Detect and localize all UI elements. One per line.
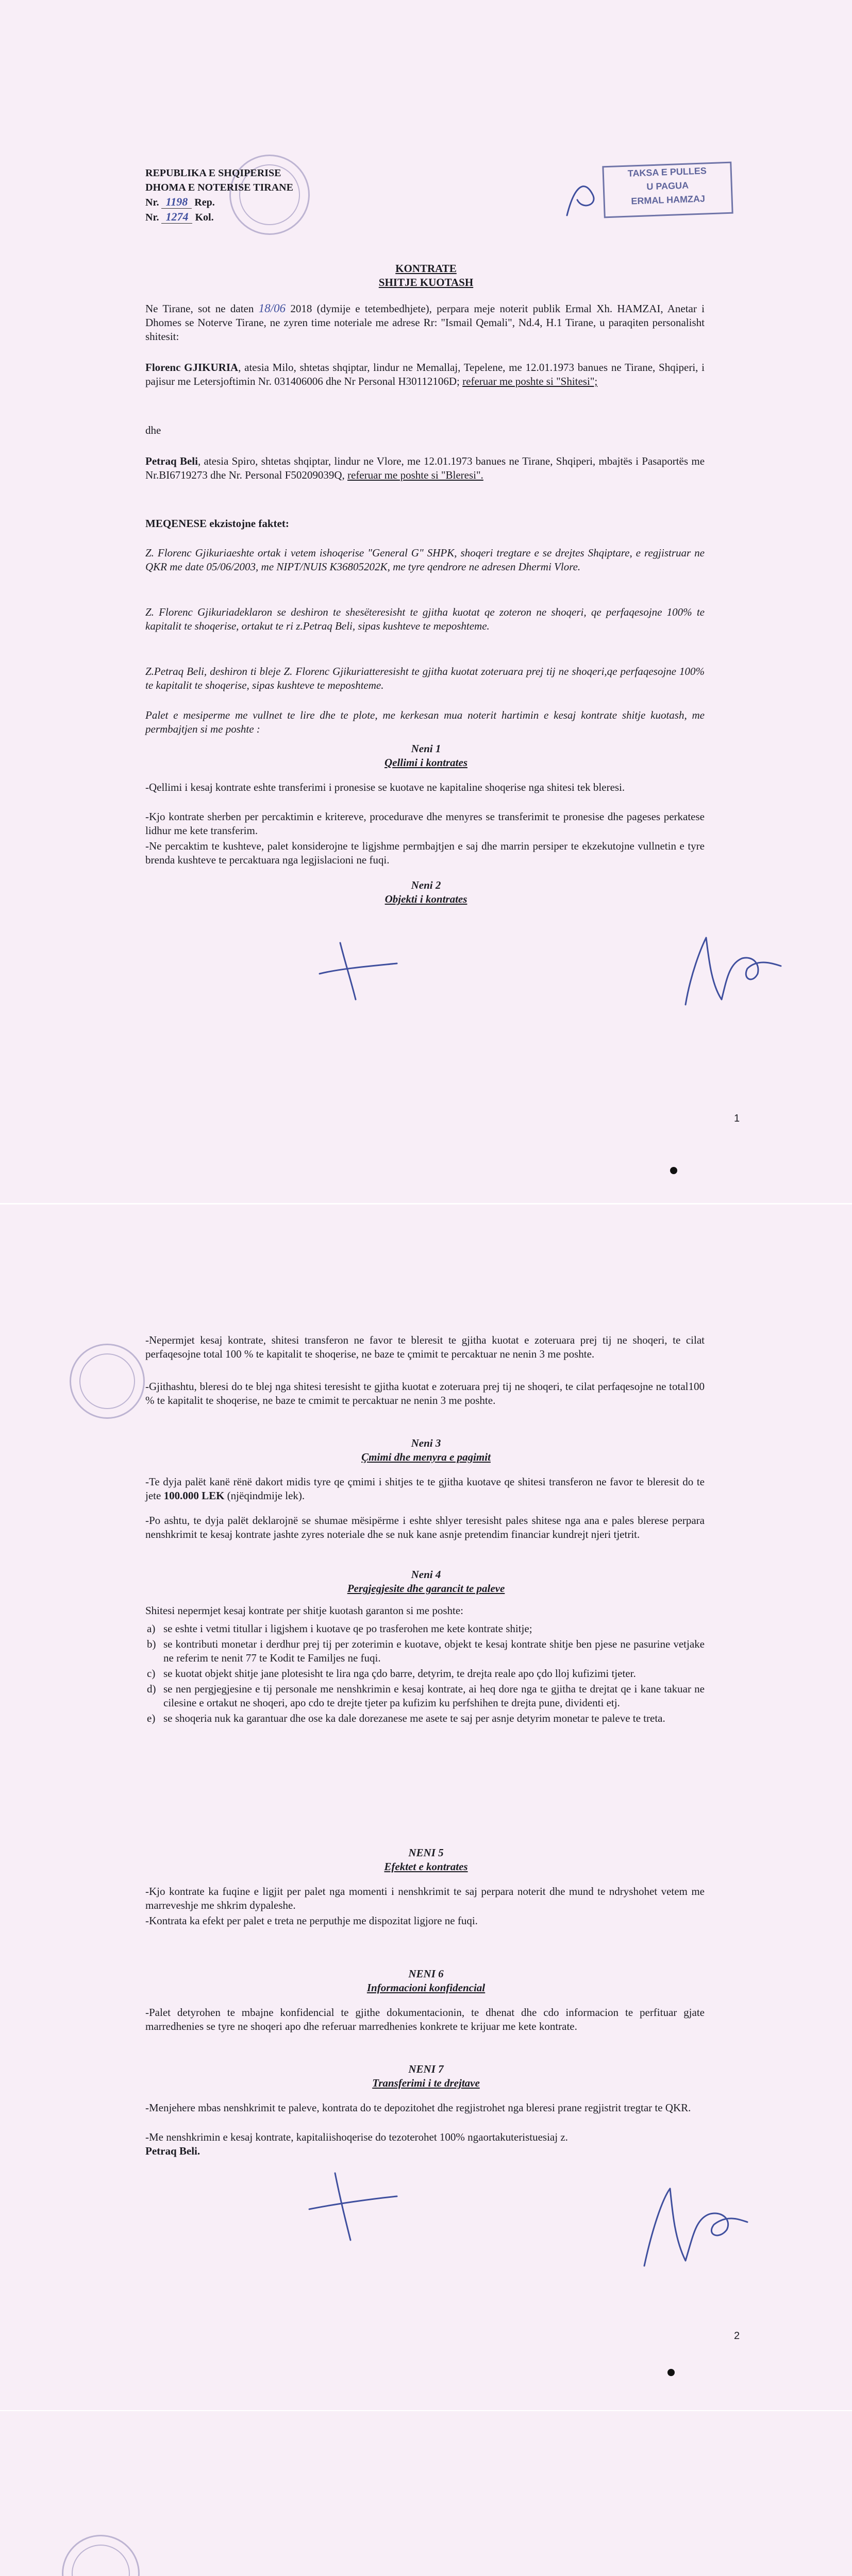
punch-hole-mark	[667, 2369, 675, 2376]
page-number: 1	[734, 1113, 740, 1124]
handwritten-date: 18/06	[258, 302, 286, 315]
neni-5-title: NENI 5	[408, 1846, 444, 1859]
seller-initial-signature	[299, 2168, 407, 2245]
fact-4: Palet e mesiperme me vullnet te lire dhe te plote, me kerkesan mua noterit hartimin e kesaj kontrate shitje kuotash, me permbajtjen si me poshte :	[145, 709, 705, 735]
chamber-title: DHOMA E NOTERISE TIRANE	[145, 182, 293, 193]
buyer-name: Petraq Beli	[145, 455, 198, 467]
neni-6-paragraph-1: -Palet detyrohen te mbajne konfidencial te gjithe dokumentacionin, te dhenat dhe cdo informacion te perfituar gjate marredhenies se tyre ne shoqeri apo dhe referuar marredhenies konkrete te krijuar me kete kontrate.	[145, 2006, 705, 2032]
and-word: dhe	[145, 424, 161, 436]
list-item: d) se nen pergjegjesine e tij personale me nenshkrimin e kesaj kontrate, ai heq dore nga te gjitha te drejtat qe i kane takuar ne cilesine e ortakut ne shoqeri, apo cdo te drejte tjeter pa kufizim ku perfshihen te drejta pune, dividenti etj.	[147, 1683, 705, 1709]
contract-title: KONTRATE	[395, 262, 457, 275]
fact-2: Z. Florenc Gjikuriadeklaron se deshiron te shesëteresisht te gjitha kuotat qe zoteron ne shoqeri, qe perfaqesojne 100% te kapitalit te shoqerise, ortakut te ri z.Petraq Beli, sipas kushteve te meposhteme.	[145, 606, 705, 632]
neni-2-title: Neni 2	[411, 879, 441, 891]
contract-subtitle: SHITJE KUOTASH	[378, 276, 474, 289]
facts-title: MEQENESE ekzistojne faktet:	[145, 517, 289, 530]
neni-3-title: Neni 3	[411, 1437, 441, 1449]
neni-7-subtitle: Transferimi i te drejtave	[372, 2077, 480, 2089]
neni-7-title: NENI 7	[408, 2063, 444, 2075]
seller-name: Florenc GJIKURIA	[145, 361, 239, 374]
republic-title: REPUBLIKA E SHQIPERISE	[145, 167, 281, 179]
neni-1-paragraph-3: -Ne percaktim te kushteve, palet konsiderojne te ligjshme permbajtjen e saj dhe marrin persiper te ekzekutojne vullnetin e tyre brenda kushteve te percaktuara nga legjislacioni ne fuqi.	[145, 840, 705, 866]
fact-3: Z.Petraq Beli, deshiron ti bleje Z. Florenc Gjikuriatteresisht te gjitha kuotat zoteruara prej tij ne shoqeri,qe perfaqesojne 100% te kapitalit te shoqerise, sipas kushteve te meposhteme.	[145, 665, 705, 691]
neni-5-paragraph-1: -Kjo kontrate ka fuqine e ligjit per palet nga momenti i nenshkrimit te saj perpara noterit dhe mund te ndryshohet vetem me marreveshje me shkrim dypaleshe.	[145, 1885, 705, 1911]
neni-4-intro: Shitesi nepermjet kesaj kontrate per shitje kuotash garanton si me poshte:	[145, 1604, 464, 1617]
neni-5-paragraph-2: -Kontrata ka efekt per palet e treta ne perputhje me dispozitat ligjore ne fuqi.	[145, 1914, 478, 1927]
neni-5-subtitle: Efektet e kontrates	[384, 1860, 468, 1873]
neni-2-subtitle: Objekti i kontrates	[385, 893, 467, 905]
neni-7-paragraph-1: -Menjehere mbas nenshkrimit te paleve, kontrata do te depozitohet dhe regjistrohet nga bleresi prane regjistrit tregtar te QKR.	[145, 2102, 691, 2114]
document-page-2	[0, 1205, 852, 2410]
neni-2-paragraph-1: -Nepermjet kesaj kontrate, shitesi transferon ne favor te bleresit te gjitha kuotat e zoteruara prej tij ne shoqeri, te cilat perfaqesojne total 100 % te kapitalit te shoqerise, ne baze te çmimit te percaktuar ne nenin 3 me poshte.	[145, 1334, 705, 1360]
kol-number: Nr. 1274 Kol.	[145, 210, 214, 223]
punch-hole-mark	[670, 1167, 677, 1174]
neni-1-title: Neni 1	[411, 742, 441, 755]
neni-1-subtitle: Qellimi i kontrates	[384, 756, 467, 769]
neni-7-paragraph-3: Petraq Beli.	[145, 2145, 201, 2157]
neni-4-title: Neni 4	[411, 1568, 441, 1581]
buyer-initial-signature	[629, 2178, 753, 2276]
guarantees-list	[147, 1622, 705, 1727]
seal-initials-mark	[562, 174, 603, 221]
price-amount: 100.000 LEK	[163, 1489, 225, 1502]
rep-number-value: 1198	[161, 195, 192, 209]
buyer-paragraph: Petraq Beli, atesia Spiro, shtetas shqiptar, lindur ne Vlore, me 12.01.1973 banues ne Tirane, Shqiperi, mbajtës i Pasaportës me Nr.BI6719273 dhe Nr. Personal F50209039Q, referuar me poshte si "Bleresi".	[145, 455, 705, 481]
neni-6-title: NENI 6	[408, 1968, 444, 1980]
neni-3-subtitle: Çmimi dhe menyra e pagimit	[361, 1451, 491, 1463]
list-item: b) se kontributi monetar i derdhur prej tij per zoterimin e kuotave, objekt te kesaj kontrate shitje ben pjese ne pasurine vetjake ne referim te nenit 77 te Kodit te Familjes ne fuqi.	[147, 1638, 705, 1664]
neni-4-subtitle: Pergjegjesite dhe garancit te paleve	[347, 1582, 505, 1595]
neni-7-paragraph-2: -Me nenshkrimin e kesaj kontrate, kapitaliishoqerise do tezoterohet 100% ngaortakuteristuesiaj z.	[145, 2131, 568, 2143]
neni-3-paragraph-2: -Po ashtu, te dyja palët deklarojnë se shumae mësipërme i eshte shlyer teresisht pales shitese nga ana e pales bleresе perpara nenshkrimit te kesaj kontrate jashte zyres noteriale dhe se nuk kane asnje pretendim financiar kundrejt njeri tjetrit.	[145, 1514, 705, 1540]
document-page-1	[0, 0, 852, 1203]
notary-seal	[70, 1344, 145, 1419]
rep-number: Nr. 1198 Rep.	[145, 195, 215, 208]
buyer-initial-signature	[670, 927, 789, 1015]
list-item: a) se eshte i vetmi titullar i ligjshem i kuotave qe po trasferohen me kete kontrate shitje;	[147, 1622, 532, 1635]
page-number: 2	[734, 2330, 740, 2342]
seller-initial-signature	[309, 938, 407, 1005]
neni-3-paragraph-1: -Te dyja palët kanë rënë dakort midis tyre qe çmimi i shitjes te te gjitha kuotave qe shitesi transferon ne favor te bleresit do te jete 100.000 LEK (njëqindmije lek).	[145, 1476, 705, 1502]
intro-paragraph: Ne Tirane, sot ne daten 18/06 2018 (dymije e tetembedhjete), perpara meje noterit publik Ermal Xh. HAMZAI, Anetar i Dhomes se Noterve Tirane, ne zyren time noteriale me adrese Rr: "Ismail Qemali", Nd.4, H.1 Tirane, u paraqiten personalisht shitesit:	[145, 302, 705, 343]
list-item: e) se shoqeria nuk ka garantuar dhe ose ka dale dorezanese me asete te saj per asnje detyrim monetar te paleve te treta.	[147, 1712, 665, 1724]
document-page-3	[0, 2411, 852, 2576]
list-item: c) se kuotat objekt shitje jane plotesisht te lira nga çdo barre, detyrim, te drejta reale apo çdo lloj kufizimi tjeter.	[147, 1667, 636, 1680]
neni-2-paragraph-2: -Gjithashtu, bleresi do te blej nga shitesi teresisht te gjitha kuotat e zoteruara prej tij ne shoqeri, te cilat perfaqesojne ne total100 % te kapitalit te shoqerise, ne baze te cmimit te percaktuar ne nenin 3 me poshte.	[145, 1380, 705, 1406]
fact-1: Z. Florenc Gjikuriaeshte ortak i vetem ishoqerise "General G" SHPK, shoqeri tregtare e se drejtes Shqiptare, e regjistruar ne QKR me date 05/06/2003, me NIPT/NUIS K36805202K, me tyre qendrore ne adresen Dhermi Vlore.	[145, 547, 705, 573]
tax-stamp: TAKSA E PULLES U PAGUA ERMAL HAMZAJ	[602, 162, 733, 218]
neni-1-paragraph-2: -Kjo kontrate sherben per percaktimin e kritereve, procedurave dhe menyres se transferimit te pronesise dhe pageses perkatese lidhur me kete transferim.	[145, 810, 705, 837]
kol-number-value: 1274	[161, 210, 192, 224]
neni-6-subtitle: Informacioni konfidencial	[366, 1981, 486, 1994]
neni-1-paragraph-1: -Qellimi i kesaj kontrate eshte transferimi i pronesise se kuotave ne kapitaline shoqerise nga shitesi tek bleresi.	[145, 781, 625, 793]
document-header	[145, 166, 293, 225]
seller-paragraph: Florenc GJIKURIA, atesia Milo, shtetas shqiptar, lindur ne Memallaj, Tepelene, me 12.01.1973 banues ne Tirane, Shqiperi, i pajisur me Letersjoftimin Nr. 031406006 dhe Nr Personal H30112106D; referuar me poshte si "Shitesi";	[145, 361, 705, 387]
notary-seal	[62, 2535, 140, 2576]
